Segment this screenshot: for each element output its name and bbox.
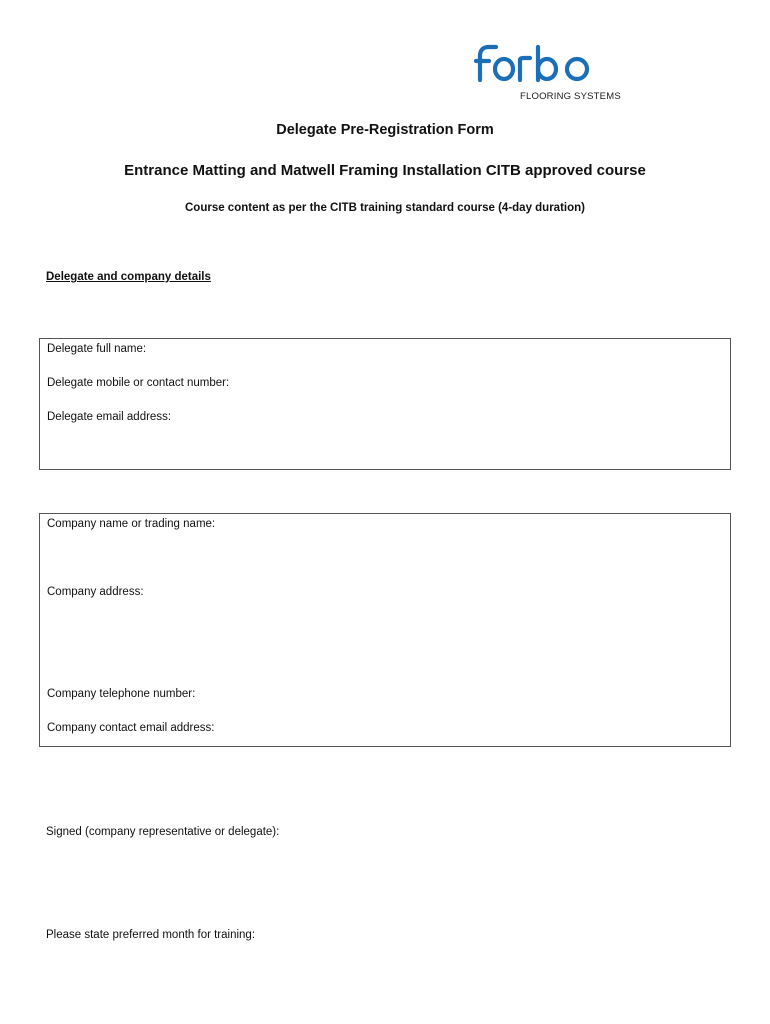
delegate-full-name-field[interactable]: Delegate full name: — [47, 343, 147, 355]
logo-tagline: FLOORING SYSTEMS — [520, 91, 621, 102]
signature-field[interactable]: Signed (company representative or delegate): — [46, 826, 280, 838]
forbo-logo — [474, 42, 624, 104]
forbo-wordmark-icon — [474, 42, 624, 88]
preferred-month-field[interactable]: Please state preferred month for training: — [46, 929, 256, 941]
company-address-field[interactable]: Company address: — [47, 586, 144, 598]
delegate-details-box — [39, 338, 731, 470]
delegate-mobile-field[interactable]: Delegate mobile or contact number: — [47, 377, 230, 389]
company-name-field[interactable]: Company name or trading name: — [47, 518, 216, 530]
company-email-field[interactable]: Company contact email address: — [47, 722, 215, 734]
delegate-email-field[interactable]: Delegate email address: — [47, 411, 172, 423]
form-title: Delegate Pre-Registration Form — [276, 122, 494, 138]
company-details-box — [39, 513, 731, 747]
course-content-note: Course content as per the CITB training standard course (4-day duration) — [184, 202, 585, 214]
company-telephone-field[interactable]: Company telephone number: — [47, 688, 196, 700]
section-heading: Delegate and company details — [46, 271, 211, 283]
course-title: Entrance Matting and Matwell Framing Installation CITB approved course — [124, 162, 646, 179]
